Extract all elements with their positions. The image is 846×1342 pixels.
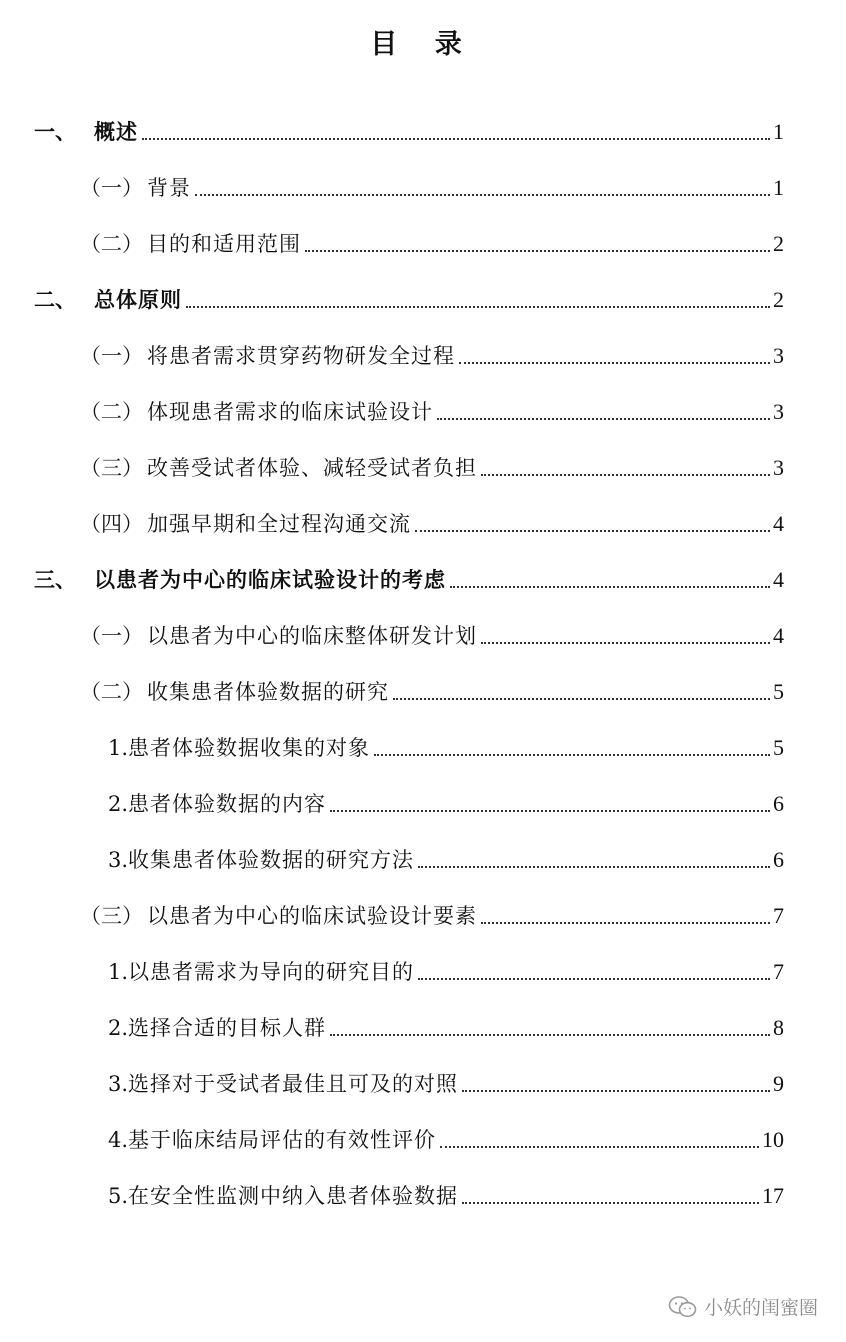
toc-entry[interactable] xyxy=(80,616,784,650)
watermark xyxy=(668,1293,818,1320)
toc-title: 改善受试者体验、减轻受试者负担 xyxy=(147,456,477,480)
toc-entry[interactable] xyxy=(34,112,784,146)
toc-title: 患者体验数据的内容 xyxy=(128,792,327,816)
toc-page-number: 8 xyxy=(773,1015,784,1040)
toc-title: 总体原则 xyxy=(94,288,182,312)
toc-page-number: 5 xyxy=(773,735,784,760)
toc-title: 选择合适的目标人群 xyxy=(128,1016,327,1040)
dot-leader xyxy=(305,250,770,252)
toc-page-number: 2 xyxy=(773,287,784,312)
toc-number: 1. xyxy=(108,736,129,760)
toc-page-number: 7 xyxy=(773,903,784,928)
toc-number: 2. xyxy=(108,792,129,816)
dot-leader xyxy=(462,1090,770,1092)
toc-title: 在安全性监测中纳入患者体验数据 xyxy=(128,1184,459,1208)
toc-entry[interactable] xyxy=(34,560,784,594)
toc-number: 1. xyxy=(108,960,129,984)
toc-title: 以患者为中心的临床试验设计要素 xyxy=(147,904,477,928)
toc-page-number: 9 xyxy=(773,1071,784,1096)
toc-entry[interactable] xyxy=(80,224,784,258)
toc-page-number: 6 xyxy=(773,847,784,872)
toc-number: 三、 xyxy=(34,568,76,592)
toc-page-number: 4 xyxy=(773,511,784,536)
toc-page-number: 4 xyxy=(773,567,784,592)
toc-number: （三） xyxy=(80,904,143,928)
toc-number: （一） xyxy=(80,344,143,368)
toc-entry[interactable] xyxy=(80,336,784,370)
dot-leader xyxy=(440,1146,759,1148)
dot-leader xyxy=(481,922,770,924)
toc-entry[interactable] xyxy=(108,840,784,874)
toc-number: 4. xyxy=(108,1128,129,1152)
toc-entry[interactable] xyxy=(108,784,784,818)
toc-title: 目的和适用范围 xyxy=(147,232,301,256)
toc-title: 背景 xyxy=(147,176,191,200)
toc-page-number: 10 xyxy=(762,1127,784,1152)
toc-title: 以患者为中心的临床试验设计的考虑 xyxy=(94,568,446,592)
toc-number: （三） xyxy=(80,456,143,480)
toc-title: 概述 xyxy=(94,120,138,144)
toc-page-number: 7 xyxy=(773,959,784,984)
dot-leader xyxy=(418,866,770,868)
toc-entry[interactable] xyxy=(80,392,784,426)
dot-leader xyxy=(393,698,770,700)
toc-entry[interactable] xyxy=(108,728,784,762)
dot-leader xyxy=(186,306,770,308)
toc-number: （二） xyxy=(80,232,143,256)
toc-number: 3. xyxy=(108,1072,129,1096)
dot-leader xyxy=(450,586,770,588)
page-title: 目 录 xyxy=(370,29,476,60)
dot-leader xyxy=(142,138,770,140)
toc-entry[interactable] xyxy=(80,896,784,930)
dot-leader xyxy=(462,1202,759,1204)
toc-number: 2. xyxy=(108,1016,129,1040)
toc-title: 收集患者体验数据的研究方法 xyxy=(128,848,415,872)
toc-title: 以患者为中心的临床整体研发计划 xyxy=(147,624,477,648)
dot-leader xyxy=(437,418,770,420)
toc-number: 3. xyxy=(108,848,129,872)
toc-title: 以患者需求为导向的研究目的 xyxy=(128,960,415,984)
toc-page-number: 1 xyxy=(773,175,784,200)
wechat-icon xyxy=(668,1295,698,1319)
toc-entry[interactable] xyxy=(80,672,784,706)
toc-entry[interactable] xyxy=(108,952,784,986)
toc-title: 收集患者体验数据的研究 xyxy=(147,680,389,704)
toc-page-number: 5 xyxy=(773,679,784,704)
dot-leader xyxy=(330,810,770,812)
toc-title: 患者体验数据收集的对象 xyxy=(128,736,371,760)
toc-title: 将患者需求贯穿药物研发全过程 xyxy=(147,344,455,368)
dot-leader xyxy=(374,754,770,756)
toc-page-number: 6 xyxy=(773,791,784,816)
dot-leader xyxy=(195,194,770,196)
toc-title: 基于临床结局评估的有效性评价 xyxy=(128,1128,437,1152)
toc-number: 二、 xyxy=(34,288,76,312)
toc-entry[interactable] xyxy=(34,280,784,314)
toc-number: （二） xyxy=(80,400,143,424)
toc-entry[interactable] xyxy=(108,1008,784,1042)
dot-leader xyxy=(481,474,770,476)
toc-number: 一、 xyxy=(34,120,76,144)
dot-leader xyxy=(330,1034,770,1036)
toc-number: （一） xyxy=(80,624,143,648)
toc-entry[interactable] xyxy=(80,504,784,538)
toc-entry[interactable] xyxy=(80,448,784,482)
toc-title: 体现患者需求的临床试验设计 xyxy=(147,400,433,424)
toc-title: 加强早期和全过程沟通交流 xyxy=(147,512,411,536)
toc-page-number: 1 xyxy=(773,119,784,144)
toc-page-number: 4 xyxy=(773,623,784,648)
toc-page-number: 3 xyxy=(773,455,784,480)
dot-leader xyxy=(415,530,770,532)
toc-page-number: 2 xyxy=(773,231,784,256)
toc-page-number: 3 xyxy=(773,399,784,424)
dot-leader xyxy=(418,978,770,980)
dot-leader xyxy=(459,362,770,364)
toc-title: 选择对于受试者最佳且可及的对照 xyxy=(128,1072,459,1096)
toc-number: （四） xyxy=(80,512,143,536)
toc-number: 5. xyxy=(108,1184,129,1208)
toc-page-number: 17 xyxy=(762,1183,784,1208)
toc-entry[interactable] xyxy=(108,1120,784,1154)
toc-number: （一） xyxy=(80,176,143,200)
toc-entry[interactable] xyxy=(108,1064,784,1098)
toc-page-number: 3 xyxy=(773,343,784,368)
toc-entry[interactable] xyxy=(108,1176,784,1210)
dot-leader xyxy=(481,642,770,644)
toc-entry[interactable] xyxy=(80,168,784,202)
toc-number: （二） xyxy=(80,680,143,704)
watermark-text: 小妖的闺蜜圈 xyxy=(703,1297,818,1319)
